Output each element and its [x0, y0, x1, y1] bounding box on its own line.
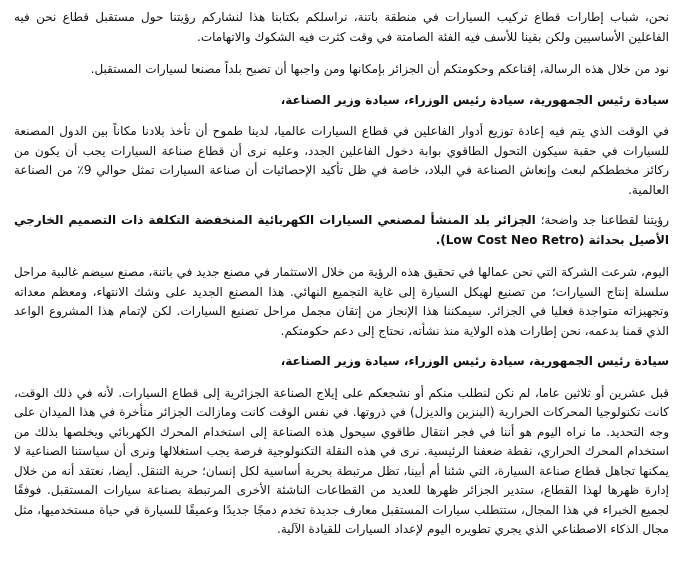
salutation-heading-repeat: سيادة رئيس الجمهورية، سيادة رئيس الوزراء، سيادة وزير الصناعة، — [280, 354, 669, 368]
vision-statement-end: ). — [435, 232, 446, 247]
opportunity-paragraph: قبل عشرين أو ثلاثين عاما، لم نكن لنطلب منكم أو نشجعكم على إيلاج الصناعة الجزائرية إلى قطاع السيارات. لأنه في ذلك الوقت، كانت تكنولوجيا المحركات الحرارية (البنزين والديزل) في ذروتها. في نفس الوقت كانت ومازالت الجزائر متأخرة في هذا الميدان على وجه التحديد. ما نراه اليوم هو أننا في فجر انتقال طاقوي سيحول هذه الصناعة إلى استخدام المحرك الكهربائي ويخلصها بذلك من استخدام المحرك الحراري، نقطة ضعفنا الرئيسية. نرى في هذه النقلة التكنولوجية فرصة يجب استغلالها ونرى أن سياستنا الصناعية لا يمكنها تجاهل قطاع صناعة السيارة، التي شئنا أم أبينا، تظل مرتبطة بحرية أساسية لكل إنسان؛ حرية التنقل. أيضا، نعتقد أنه من خلال إدارة ظهرها لهذا القطاع، ستدير الجزائر ظهرها للعديد من القطاعات الناشئة الأخرى المرتبطة بصناعة سيارات المستقبل. فوفقًا لجميع الخبراء في هذا المجال، ستتطلب سيارات المستقبل معارف جديدة تخدم دمجًا جديدًا وعميقًا للسيارة في حياة مستخدميها، مثل مجال الذكاء الاصطناعي الذي يجري تطويره اليوم لإعداد السيارات للقيادة الآلية. — [14, 385, 669, 536]
vision-paragraph — [14, 211, 669, 250]
vision-model-name: Low Cost Neo Retro — [445, 232, 579, 247]
vision-statement-text: الجزائر بلد المنشأ لمصنعي السيارات الكهربائية المنخفضة التكلفة ذات التصميم الخارجي الأصيل بحداثة ( — [14, 213, 669, 247]
intro-paragraph: نحن، شباب إطارات قطاع تركيب السيارات في منطقة باتنة، نراسلكم بكتابنا هذا لنشاركم رؤيتنا حول مستقبل قطاع نحن فيه الفاعلين الأساسيين ولكن بقينا للأسف فيه الفئة الصامتة في وقت كثرت فيه الشكوك والاتهامات. — [14, 10, 669, 44]
purpose-paragraph: نود من خلال هذه الرسالة، إقناعكم وحكومتكم أن الجزائر بإمكانها ومن واجبها أن تصبح بلداً مصنعا لسيارات المستقبل. — [90, 62, 669, 76]
factory-paragraph: اليوم، شرعت الشركة التي نحن عمالها في تحقيق هذه الرؤية من خلال الاستثمار في مصنع جديد في باتنة، مصنع سيضم غالبية مراحل سلسلة إنتاج السيارات؛ من تصنيع لهيكل السيارة إلى غاية التجميع النهائي. هذا المصنع الجديد على وشك الانتهاء، ومعظم معداته وتجهيزاته متواجدة فعليا في الجزائر. سيمكننا هذا الإنجاز من إتقان مجمل مراحل تصنيع السيارات. لكن لإتمام هذا المشروع الواعد الذي قمنا بدعمه، نحن إطارات هذه الولاية منذ نشأته، نحتاج إلى دعم حكومتكم. — [14, 265, 669, 338]
ambition-paragraph: في الوقت الذي يتم فيه إعادة توزيع أدوار الفاعلين في قطاع السيارات عالميا، لدينا طموح أن تأخذ بلادنا مكاناً بين الدول المصنعة للسيارات في حقبة سيكون التحول الطاقوي بوابة دخول الفاعلين الجدد، وعليه نرى أن قطاع صناعة السيارات يجب أن يكون من ركائز مخططكم لبعث وإنعاش الصناعة في البلاد، خاصة في ظل تأكيد الإحصائيات أن صناعة السيارات تمثل حوالي 9٪ من الصناعة العالمية. — [14, 124, 669, 197]
vision-intro: رؤيتنا لقطاعنا جد واضحة؛ — [540, 213, 669, 227]
salutation-heading: سيادة رئيس الجمهورية، سيادة رئيس الوزراء، سيادة وزير الصناعة، — [280, 92, 669, 107]
